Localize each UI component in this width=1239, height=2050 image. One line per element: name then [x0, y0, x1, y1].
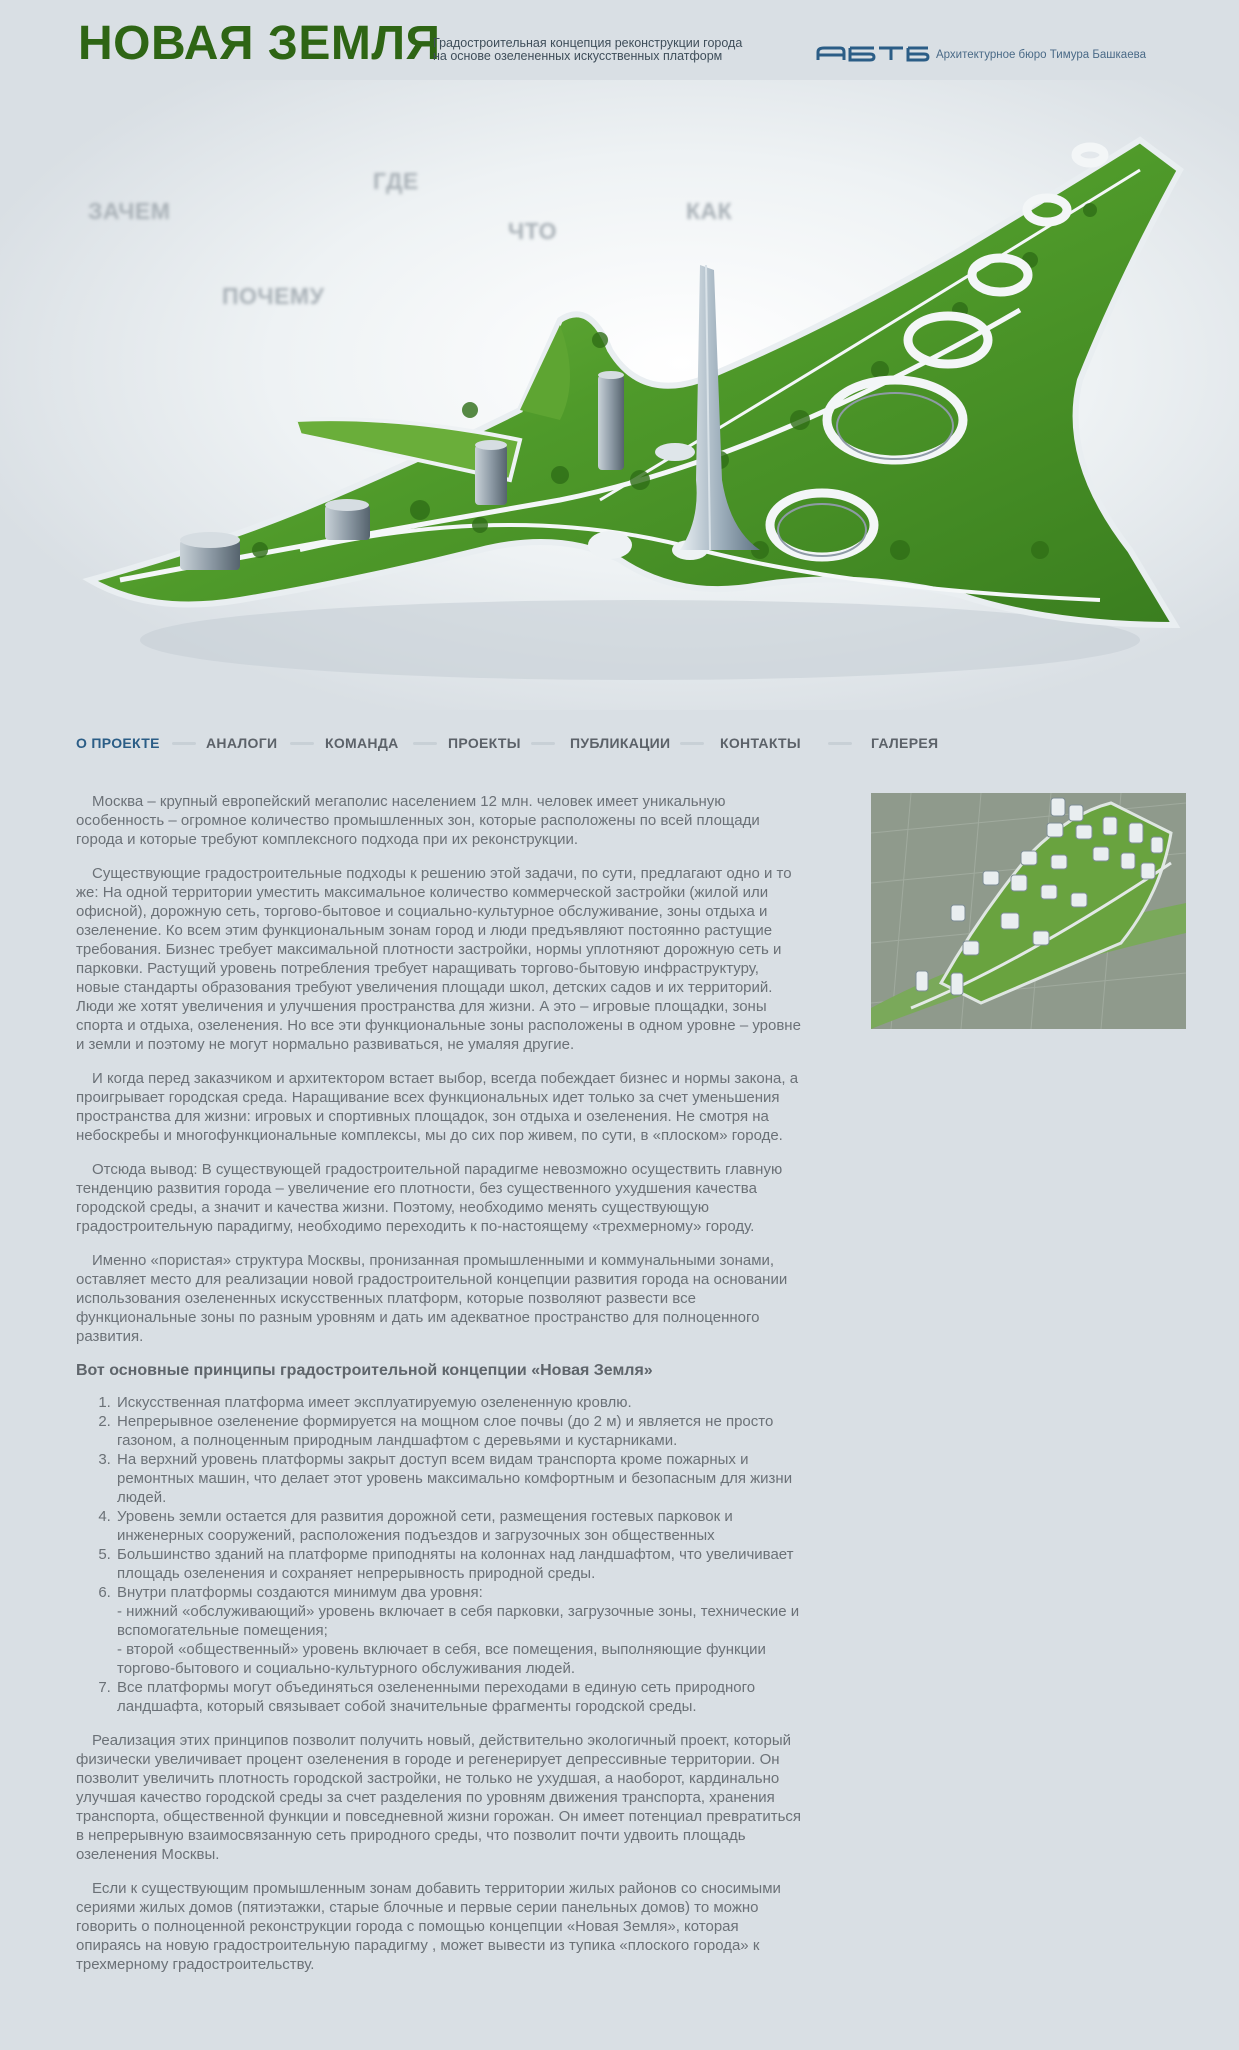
list-item: 5. Большинство зданий на платформе приподняты на колоннах над ландшафтом, что увеличивает площадь озеленения и сохраняет непрерывность природной среды.: [115, 1545, 802, 1583]
hero-word-chto: ЧТО: [508, 218, 558, 244]
list-item: [115, 1583, 802, 1678]
list-item: 4. Уровень земли остается для развития дорожной сети, размещения гостевых парковок и инженерных сооружений, расположения подъездов и загрузочных зон общественных: [115, 1507, 802, 1545]
list-item-sub: - нижний «обслуживающий» уровень включает в себя парковки, загрузочные зоны, технические и вспомогательные помещения;: [117, 1603, 800, 1639]
nav-item-publications[interactable]: ПУБЛИКАЦИИ: [570, 735, 671, 751]
hero-word-zachem: ЗАЧЕМ: [88, 198, 171, 224]
principles-list: [96, 1393, 802, 1716]
hero-render: [0, 80, 1239, 710]
nav-item-analogs[interactable]: АНАЛОГИ: [206, 735, 278, 751]
tagline-line-1: Градостроительная концепция реконструкции города: [433, 36, 743, 50]
nav-item-contacts[interactable]: КОНТАКТЫ: [720, 735, 801, 751]
hero-word-gde: ГДЕ: [373, 168, 419, 194]
aerial-render-image[interactable]: [871, 793, 1186, 1029]
nav-separator: [413, 742, 437, 745]
paragraph: Именно «пористая» структура Москвы, пронизанная промышленными и коммунальными зонами, оставляет место для реализации новой градостроительной концепции развития города на основании использования озелененных искусственных платформ, которые позволяют развести все функциональные зоны по разным уровням и дать им адекватное пространство для полноценного развития.: [76, 1252, 788, 1345]
paragraph: Отсюда вывод: В существующей градостроительной парадигме невозможно осуществить главную тенденцию развития города – увеличение его плотности, без существенного ухудшения качества городской среды, а значит и качества жизни. Поэтому, необходимо менять существующую градостроительную парадигму, необходимо переходить к по-настоящему «трехмерному» городу.: [76, 1161, 783, 1235]
bureau-logo[interactable]: [816, 46, 930, 62]
nav-separator: [680, 742, 704, 745]
nav-separator: [828, 742, 852, 745]
list-item: 3. На верхний уровень платформы закрыт доступ всем видам транспорта кроме пожарных и ремонтных машин, что делает этот уровень максимально комфортным и безопасным для жизни людей.: [115, 1450, 802, 1507]
header: [0, 0, 1239, 90]
list-item: 7. Все платформы могут объединяться озелененными переходами в единую сеть природного ландшафта, который связывает собой значительные фрагменты городской среды.: [115, 1678, 802, 1716]
paragraph: Москва – крупный европейский мегаполис населением 12 млн. человек имеет уникальную особенность – огромное количество промышленных зон, которые расположены по всей площади города и которые требуют комплексного подхода при их реконструкции.: [76, 793, 760, 848]
nav-separator: [172, 742, 196, 745]
tagline-line-2: на основе озелененных искусственных платформ: [433, 49, 723, 63]
list-item: 1. Искусственная платформа имеет эксплуатируемую озелененную кровлю.: [115, 1393, 802, 1412]
nav-separator: [531, 742, 555, 745]
nav-item-team[interactable]: КОМАНДА: [325, 735, 399, 751]
paragraph: Реализация этих принципов позволит получить новый, действительно экологичный проект, который физически увеличивает процент озеленения в городе и регенерирует депрессивные территории. Он позволит увеличить плотность городской застройки, не только не ухудшая, а наоборот, кардинально улучшая качество городской среды за счет разделения по уровням движения транспорта, хранения транспорта, общественной функции и повседневной жизни горожан. Он имеет потенциал превратиться в непрерывную взаимосвязанную сеть природного среды, что позволит почти удвоить площадь озеленения Москвы.: [76, 1732, 802, 1863]
principles-heading: Вот основные принципы градостроительной концепции «Новая Земля»: [76, 1362, 653, 1379]
paragraph: Если к существующим промышленным зонам добавить территории жилых районов со сносимыми сериями жилых домов (пятиэтажки, старые блочные и первые серии панельных домов) то можно говорить о полноценной реконструкции города с помощью концепции «Новая Земля», которая опираясь на новую градостроительную парадигму , может вывести из тупика «плоского города» к трехмерному градостроительству.: [76, 1880, 781, 1973]
nav-item-about[interactable]: О ПРОЕКТЕ: [76, 735, 160, 751]
paragraph: Существующие градостроительные подходы к решению этой задачи, по сути, предлагают одно и то же: На одной территории уместить максимальное количество коммерческой застройки (жилой или офисной), дорожную сеть, торгово-бытовое и социально-культурное обслуживание, зоны отдыха и озеленение. Ко всем этим функциональным зонам город и люди предъявляют постоянно растущие требования. Бизнес требует максимальной плотности застройки, нормы уплотняют дорожную сеть и парковки. Растущий уровень потребления требует наращивать торгово-бытовую инфраструктуру, новые стандарты образования требуют увеличения площади школ, детских садов и их территорий. Люди же хотят увеличения и улучшения пространства для жизни. А это – игровые площадки, зоны спорта и отдыха, озеленения. Но все эти функциональные зоны расположены в одном уровне – уровне и земли и поэтому не могут нормально развиваться, не умаляя другие.: [76, 865, 801, 1053]
paragraph: И когда перед заказчиком и архитектором встает выбор, всегда побеждает бизнес и нормы закона, а проигрывает городская среда. Наращивание всех функциональных идет только за счет уменьшения пространства для жизни: игровых и спортивных площадок, зон отдыха и озеленения. Не смотря на небоскребы и многофункциональные комплексы, мы до сих пор живем, по сути, в «плоском» городе.: [76, 1070, 799, 1144]
list-item-sub: - второй «общественный» уровень включает в себя, все помещения, выполняющие функции торгово-бытового и социально-культурного обслуживания людей.: [117, 1641, 766, 1677]
list-item: 2. Непрерывное озеленение формируется на мощном слое почвы (до 2 м) и является не просто газоном, а полноценным природным ландшафтом с деревьями и кустарниками.: [115, 1412, 802, 1450]
site-logo[interactable]: НОВАЯ ЗЕМЛЯ: [78, 17, 441, 70]
nav-item-projects[interactable]: ПРОЕКТЫ: [448, 735, 521, 751]
tagline: [433, 37, 742, 63]
nav-item-gallery[interactable]: ГАЛЕРЕЯ: [871, 735, 939, 751]
aerial-city-image: [871, 793, 1186, 1029]
hero-word-pochemu: ПОЧЕМУ: [222, 283, 325, 309]
nav-separator: [290, 742, 314, 745]
main-nav: [76, 733, 1196, 757]
list-item-text: Внутри платформы создаются минимум два уровня:: [117, 1584, 483, 1601]
hero-word-kak: КАК: [686, 198, 733, 224]
bureau-name[interactable]: Архитектурное бюро Тимура Башкаева: [936, 49, 1146, 61]
hero-platform-image: [0, 80, 1239, 710]
article-body: [76, 792, 802, 1989]
